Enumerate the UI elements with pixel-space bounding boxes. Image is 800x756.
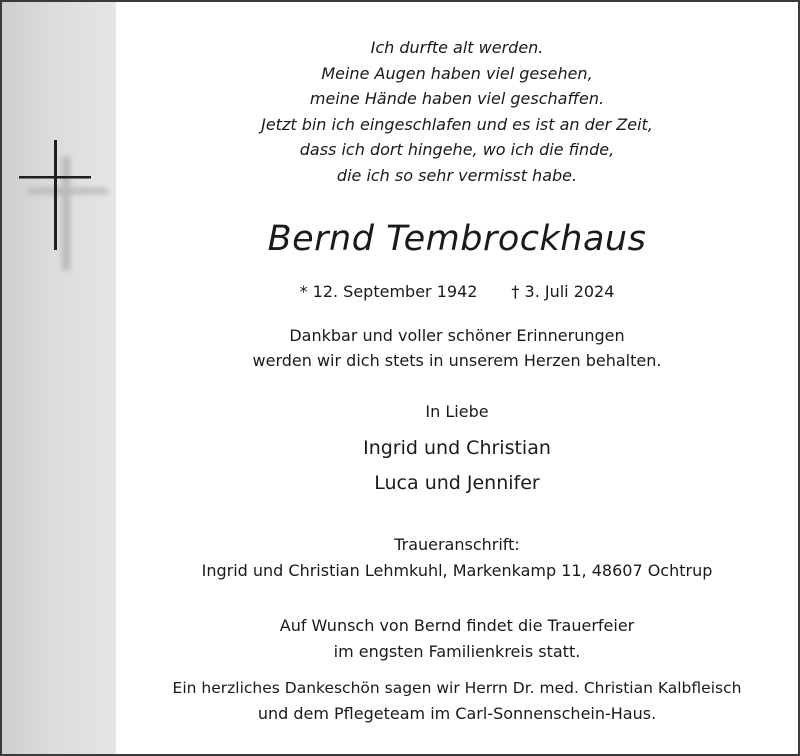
funeral-note [116,613,798,665]
funeral-note-line: Auf Wunsch von Bernd findet die Trauerfeier [279,616,635,635]
poem [116,35,798,188]
birth-date: * 12. September 1942 [299,282,478,301]
notice-content [116,2,798,754]
thanks-line: Ein herzliches Dankeschön sagen wir Herrn Dr. med. Christian Kalbfleisch [172,679,742,697]
deceased-name: Bernd Tembrockhaus [267,219,647,259]
side-panel [2,2,116,754]
thanks-line: und dem Pflegeteam im Carl-Sonnenschein-Haus. [257,704,657,723]
poem-line: Ich durfte alt werden. [370,38,544,57]
poem-line: die ich so sehr vermisst habe. [336,165,578,185]
address-line: Ingrid und Christian Lehmkuhl, Markenkamp 11, 48607 Ochtrup [201,561,713,580]
gratitude-text [116,323,798,373]
address-label: Traueranschrift: [394,535,520,554]
gratitude-line: werden wir dich stets in unserem Herzen behalten. [252,351,662,370]
poem-line: Meine Augen haben viel gesehen, [321,63,593,83]
life-dates [116,281,798,303]
family-names [116,431,798,501]
cross-icon [16,138,112,274]
poem-line: Jetzt bin ich eingeschlafen und es ist an der Zeit, [261,114,653,134]
family-line: Ingrid und Christian [363,437,551,459]
thanks-text [116,676,798,726]
death-date: † 3. Juli 2024 [511,282,615,301]
funeral-note-line: im engsten Familienkreis statt. [333,642,581,661]
in-love-label: In Liebe [425,402,489,421]
poem-line: meine Hände haben viel geschaffen. [309,89,605,108]
family-line: Luca und Jennifer [374,472,540,494]
poem-line: dass ich dort hingehe, wo ich die finde, [299,140,615,159]
mourning-address [116,532,798,584]
gratitude-line: Dankbar und voller schöner Erinnerungen [289,326,625,345]
